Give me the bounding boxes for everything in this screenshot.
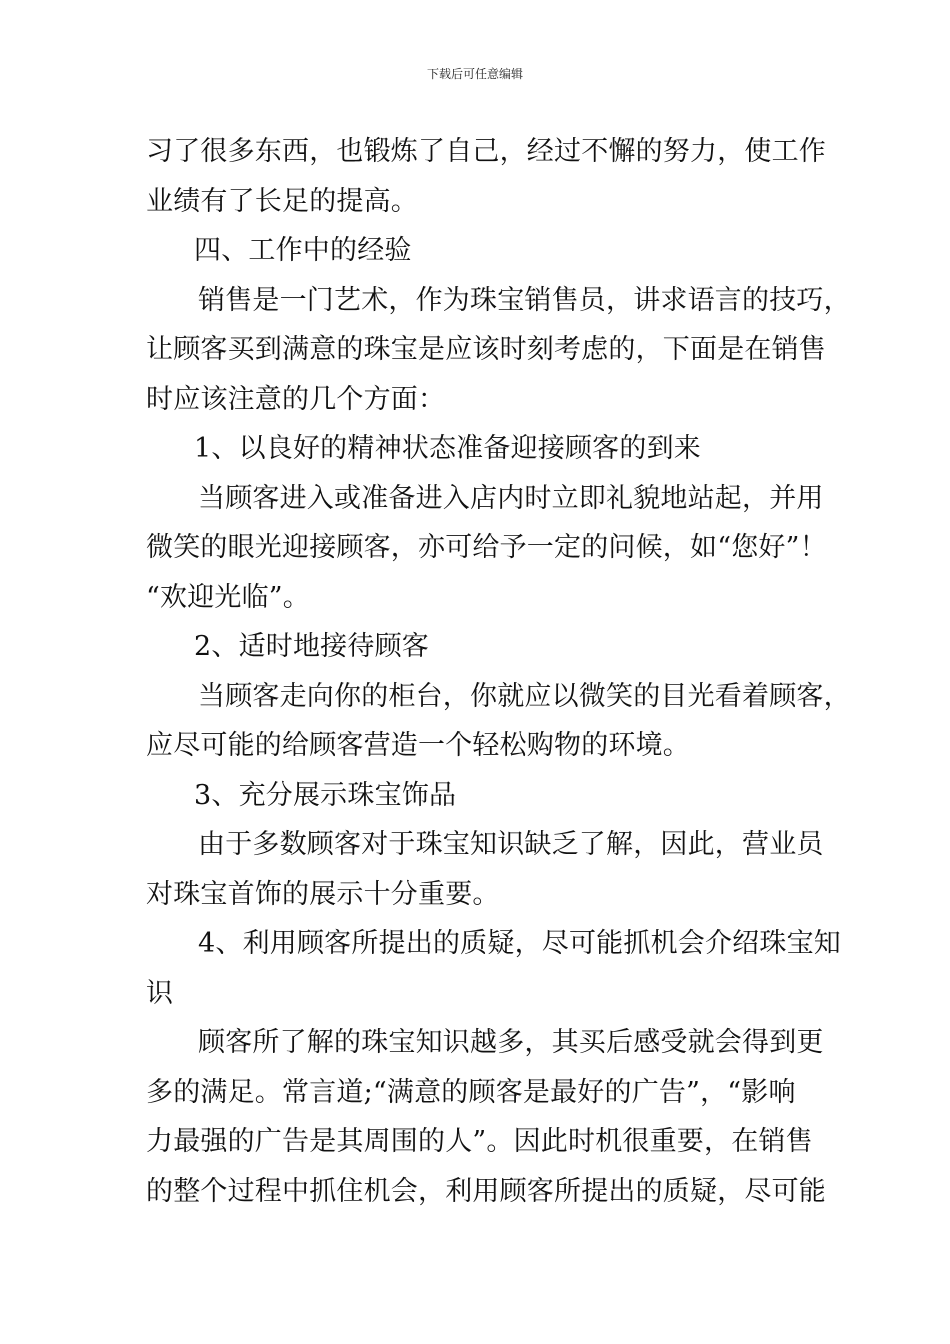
body-line: 让顾客买到满意的珠宝是应该时刻考虑的，下面是在销售 xyxy=(146,334,826,365)
body-line: “欢迎光临”。 xyxy=(146,581,311,613)
body-line: 业绩有了长足的提高。 xyxy=(146,185,418,217)
body-line: 的整个过程中抓住机会，利用顾客所提出的质疑，尽可能 xyxy=(146,1175,826,1207)
paragraph-start: 由于多数顾客对于珠宝知识缺乏了解，因此，营业员 xyxy=(198,829,824,860)
list-item-heading: 1、以良好的精神状态准备迎接顾客的到来 xyxy=(194,433,701,464)
list-item-heading: 4、利用顾客所提出的质疑，尽可能抓机会介绍珠宝知 xyxy=(198,928,841,959)
body-line: 识 xyxy=(146,977,174,1009)
body-line: 多的满足。常言道;“满意的顾客是最好的广告”，“影响 xyxy=(146,1076,796,1108)
section-heading: 四、工作中的经验 xyxy=(194,235,412,266)
body-line: 习了很多东西，也锻炼了自己，经过不懈的努力，使工作 xyxy=(146,136,826,167)
body-line: 应尽可能的给顾客营造一个轻松购物的环境。 xyxy=(146,730,690,761)
paragraph-start: 当顾客进入或准备进入店内时立即礼貌地站起，并用 xyxy=(198,482,824,514)
paragraph-start: 销售是一门艺术，作为珠宝销售员，讲求语言的技巧， xyxy=(198,284,851,316)
list-item-heading: 2、适时地接待顾客 xyxy=(194,631,429,662)
body-line: 时应该注意的几个方面： xyxy=(146,383,446,415)
body-line: 对珠宝首饰的展示十分重要。 xyxy=(146,878,500,910)
paragraph-start: 顾客所了解的珠宝知识越多，其买后感受就会得到更 xyxy=(198,1027,824,1058)
body-line: 力最强的广告是其周围的人”。因此时机很重要，在销售 xyxy=(146,1126,813,1157)
document-body xyxy=(146,127,851,1216)
page-header: 下载后可任意编辑 xyxy=(426,67,523,81)
body-line: 微笑的眼光迎接顾客，亦可给予一定的问候，如“您好”！ xyxy=(146,532,827,563)
paragraph-start: 当顾客走向你的柜台，你就应以微笑的目光看着顾客， xyxy=(198,680,851,712)
list-item-heading: 3、充分展示珠宝饰品 xyxy=(194,779,457,811)
